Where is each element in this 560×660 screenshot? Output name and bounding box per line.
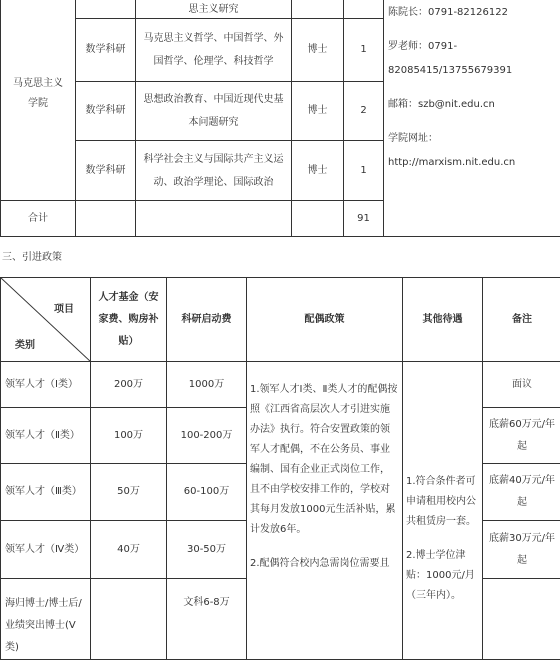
other-benefit-2: 2.博士学位津贴：1000元/月（三年内）。	[406, 546, 479, 606]
research-cell: 100-200万	[167, 408, 247, 464]
research-cell: 60-100万	[167, 464, 247, 521]
fund-cell: 50万	[91, 464, 167, 521]
header-row	[1, 278, 560, 362]
note-cell: 面议	[483, 362, 560, 408]
note-cell: 底薪30万元/年起	[483, 521, 560, 579]
table-row	[1, 0, 560, 19]
note-header: 备注	[483, 278, 560, 362]
spouse-policy-2: 2.配偶符合校内急需岗位需要且	[250, 554, 399, 574]
item-category-header	[1, 278, 91, 362]
total-label: 合计	[1, 201, 76, 237]
research-cell: 1000万	[167, 362, 247, 408]
category-cell: 海归博士/博士后/业绩突出博士(Ⅴ类)	[1, 579, 91, 660]
contact-info	[384, 0, 560, 237]
total-value: 91	[344, 201, 384, 237]
website-label: 学院网址：	[388, 131, 557, 146]
note-cell: 底薪40万元/年起	[483, 464, 560, 521]
spouse-header: 配偶政策	[247, 278, 403, 362]
degree-cell: 博士	[292, 19, 344, 82]
note-cell	[483, 579, 560, 660]
category-header: 类别	[15, 336, 35, 356]
count-cell	[344, 0, 384, 19]
fund-cell: 200万	[91, 362, 167, 408]
spouse-policy-1: 1.领军人才Ⅰ类、Ⅱ类人才的配偶按照《江西省高层次人才引进实施办法》执行。符合安置政策的领军人才配偶，不在公务员、事业编制、国有企业正式岗位工作，且不由学校安排工作的，学校对其每月发放1000元生活补贴，累计发放6年。	[250, 380, 399, 540]
degree-cell: 博士	[292, 141, 344, 201]
count-cell: 2	[344, 82, 384, 141]
category-cell: 数学科研	[76, 141, 136, 201]
degree-cell: 博士	[292, 82, 344, 141]
luo-phone-line1: 罗老师：0791-	[388, 39, 557, 54]
category-cell: 数学科研	[76, 19, 136, 82]
spouse-policy	[247, 362, 403, 660]
category-cell: 领军人才（Ⅰ类）	[1, 362, 91, 408]
major-cell: 思主义研究	[136, 0, 292, 19]
major-cell: 思想政治教育、中国近现代史基本问题研究	[136, 82, 292, 141]
research-header: 科研启动费	[167, 278, 247, 362]
major-cell: 科学社会主义与国际共产主义运动、政治学理论、国际政治	[136, 141, 292, 201]
count-cell: 1	[344, 141, 384, 201]
item-header: 项目	[54, 300, 74, 320]
category-cell	[76, 0, 136, 19]
other-header: 其他待遇	[403, 278, 483, 362]
other-benefit-1: 1.符合条件者可申请租用校内公共租赁房一套。	[406, 472, 479, 532]
other-benefits	[403, 362, 483, 660]
fund-cell	[91, 579, 167, 660]
policy-table	[0, 277, 560, 660]
category-cell: 数学科研	[76, 82, 136, 141]
research-cell: 文科6-8万	[167, 579, 247, 660]
category-cell: 领军人才（Ⅲ类）	[1, 464, 91, 521]
category-cell: 领军人才（Ⅱ类）	[1, 408, 91, 464]
fund-header: 人才基金（安家费、购房补贴）	[91, 278, 167, 362]
fund-cell: 100万	[91, 408, 167, 464]
note-cell: 底薪60万元/年起	[483, 408, 560, 464]
table-row	[1, 362, 560, 408]
category-cell: 领军人才（Ⅳ类）	[1, 521, 91, 579]
fund-cell: 40万	[91, 521, 167, 579]
email: 邮箱：szb@nit.edu.cn	[388, 97, 557, 112]
research-cell: 30-50万	[167, 521, 247, 579]
website-url: http://marxism.nit.edu.cn	[388, 155, 557, 170]
major-cell: 马克思主义哲学、中国哲学、外国哲学、伦理学、科技哲学	[136, 19, 292, 82]
dept-cell: 马克思主义学院	[1, 0, 76, 201]
recruitment-table	[0, 0, 560, 237]
degree-cell	[292, 0, 344, 19]
luo-phone-line2: 82085415/13755679391	[388, 63, 557, 78]
count-cell: 1	[344, 19, 384, 82]
dean-phone: 陈院长：0791-82126122	[388, 5, 557, 20]
section-title: 三、引进政策	[2, 248, 62, 263]
